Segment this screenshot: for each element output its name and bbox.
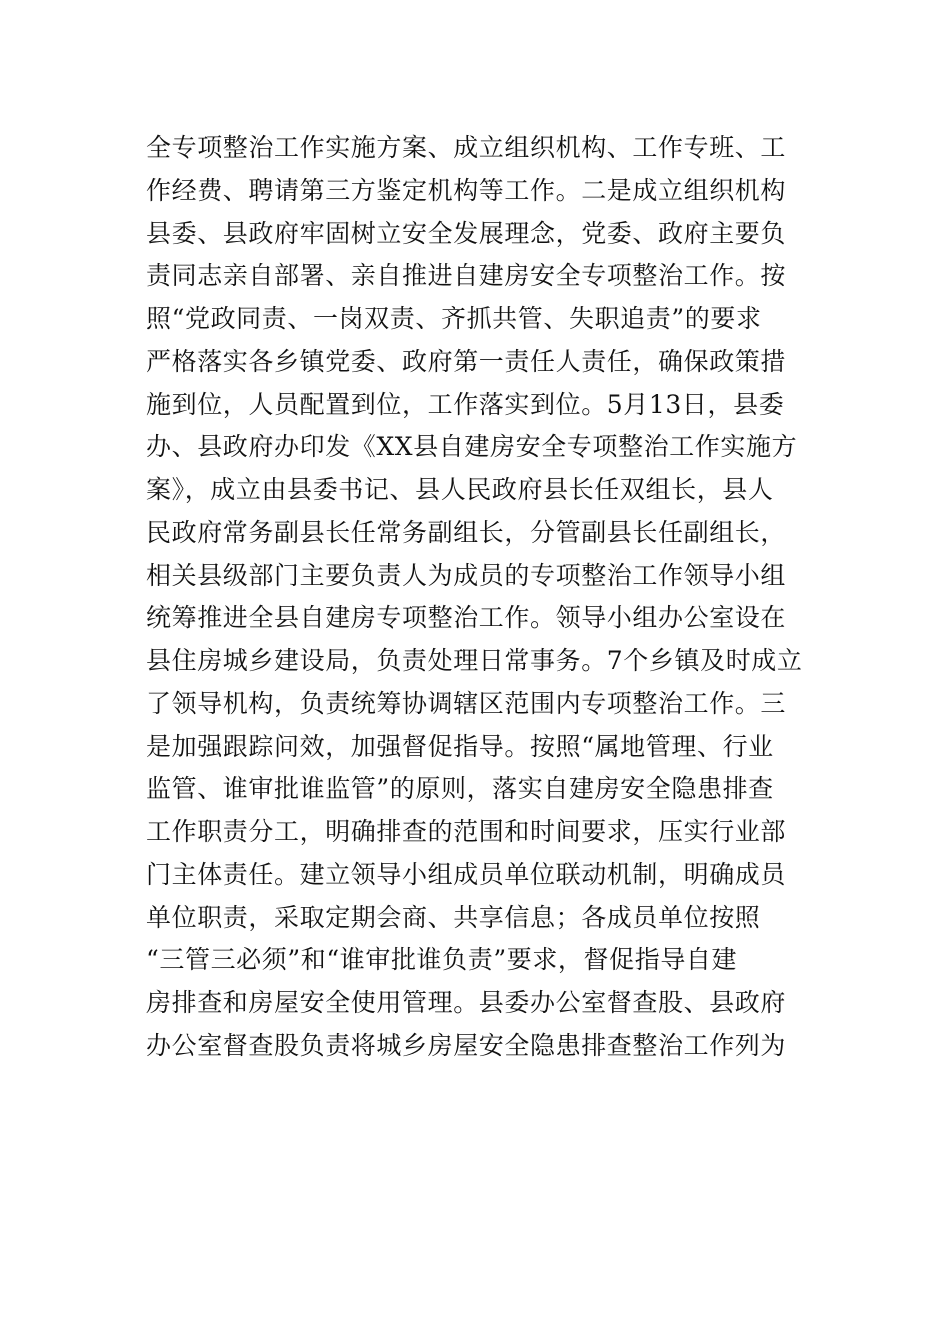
text-line: 民政府常务副县长任常务副组长，分管副县长任副组长， <box>146 517 787 547</box>
text-line: 作经费、聘请第三方鉴定机构等工作。二是成立组织机构 <box>146 175 787 205</box>
text-line: 办、县政府办印发《XX县自建房安全专项整治工作实施方 <box>146 432 798 462</box>
text-line: 是加强跟踪问效，加强督促指导。按照“属地管理、行业 <box>146 731 774 761</box>
text-line: 办公室督查股负责将城乡房屋安全隐患排查整治工作列为 <box>146 1030 787 1060</box>
text-line: 严格落实各乡镇党委、政府第一责任人责任，确保政策措 <box>146 346 787 376</box>
text-line: 县委、县政府牢固树立安全发展理念，党委、政府主要负 <box>146 218 787 248</box>
body-text <box>146 127 816 1068</box>
text-line: 案》，成立由县委书记、县人民政府县长任双组长，县人 <box>146 475 774 504</box>
text-line: 县住房城乡建设局，负责处理日常事务。7个乡镇及时成立 <box>146 646 803 675</box>
text-line: 照“党政同责、一岗双责、齐抓共管、失职追责”的要求 <box>146 304 762 333</box>
text-line: 相关县级部门主要负责人为成员的专项整治工作领导小组 <box>146 560 787 590</box>
text-line: 单位职责，采取定期会商、共享信息；各成员单位按照 <box>146 902 761 932</box>
text-line: 监管、谁审批谁监管”的原则，落实自建房安全隐患排查 <box>146 774 774 804</box>
text-line: 门主体责任。建立领导小组成员单位联动机制，明确成员 <box>146 859 787 889</box>
text-line: 工作职责分工，明确排查的范围和时间要求，压实行业部 <box>146 817 787 846</box>
text-line: 全专项整治工作实施方案、成立组织机构、工作专班、工 <box>146 133 787 162</box>
text-line: 责同志亲自部署、亲自推进自建房安全专项整治工作。按 <box>146 261 787 291</box>
text-line: 统筹推进全县自建房专项整治工作。领导小组办公室设在 <box>146 603 787 633</box>
text-line: “三管三必须”和“谁审批谁负责”要求，督促指导自建 <box>146 945 738 975</box>
text-line: 房排查和房屋安全使用管理。县委办公室督查股、县政府 <box>146 988 787 1017</box>
text-line: 施到位，人员配置到位，工作落实到位。5月13日，县委 <box>146 389 785 419</box>
text-line: 了领导机构，负责统筹协调辖区范围内专项整治工作。三 <box>146 688 787 718</box>
